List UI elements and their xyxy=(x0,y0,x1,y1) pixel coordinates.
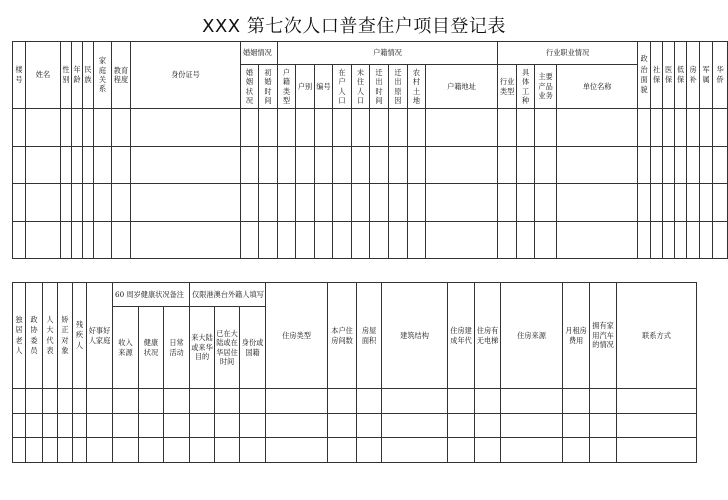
upper-entry-cell[interactable] xyxy=(278,221,296,259)
lower-entry-cell[interactable] xyxy=(113,389,139,414)
upper-entry-cell[interactable] xyxy=(498,184,517,222)
lower-entry-cell[interactable] xyxy=(215,438,240,463)
lower-entry-cell[interactable] xyxy=(328,438,357,463)
upper-entry-cell[interactable] xyxy=(389,184,408,222)
header-housing-subsidy: 房补 xyxy=(687,42,700,109)
upper-entry-cell[interactable] xyxy=(498,109,517,147)
header-housing-source: 住房来源 xyxy=(501,283,563,389)
upper-entry-cell[interactable] xyxy=(651,221,663,259)
header-npc-member: 人大代表 xyxy=(43,283,58,389)
lower-entry-cell[interactable] xyxy=(87,389,113,414)
lower-entry-cell[interactable] xyxy=(617,413,697,438)
upper-entry-cell[interactable] xyxy=(638,221,651,259)
lower-entry-cell[interactable] xyxy=(73,389,87,414)
upper-entry-cell[interactable] xyxy=(241,109,259,147)
lower-table-body xyxy=(13,389,697,463)
header-purpose-in-mainland: 来大陆或来华目的 xyxy=(190,307,215,389)
lower-entry-cell[interactable] xyxy=(113,413,139,438)
lower-entry-cell[interactable] xyxy=(87,413,113,438)
upper-entry-cell[interactable] xyxy=(700,146,713,184)
header-industry-type: 行业类型 xyxy=(498,65,517,109)
lower-entry-cell[interactable] xyxy=(501,389,563,414)
lower-entry-cell[interactable] xyxy=(563,389,590,414)
upper-entry-cell[interactable] xyxy=(426,146,498,184)
upper-entry-cell[interactable] xyxy=(26,146,61,184)
upper-entry-cell[interactable] xyxy=(389,146,408,184)
lower-entry-cell[interactable] xyxy=(448,438,475,463)
header-housing-area: 房屋面积 xyxy=(357,283,382,389)
upper-entry-cell[interactable] xyxy=(352,109,370,147)
upper-entry-cell[interactable] xyxy=(426,109,498,147)
upper-entry-cell[interactable] xyxy=(131,184,241,222)
lower-entry-cell[interactable] xyxy=(590,389,617,414)
table-row xyxy=(13,221,728,259)
upper-entry-cell[interactable] xyxy=(663,109,675,147)
upper-entry-cell[interactable] xyxy=(426,221,498,259)
lower-entry-cell[interactable] xyxy=(164,413,190,438)
lower-entry-cell[interactable] xyxy=(563,438,590,463)
lower-entry-cell[interactable] xyxy=(590,413,617,438)
lower-entry-cell[interactable] xyxy=(190,389,215,414)
header-move-in-time: 迁出时间 xyxy=(370,65,389,109)
header-household-rooms: 本户住房间数 xyxy=(328,283,357,389)
registration-table-lower xyxy=(12,282,697,463)
upper-entry-cell[interactable] xyxy=(296,221,315,259)
lower-entry-cell[interactable] xyxy=(43,413,58,438)
upper-entry-cell[interactable] xyxy=(13,146,26,184)
upper-entry-cell[interactable] xyxy=(687,221,700,259)
header-first-marriage-time: 初婚时间 xyxy=(259,65,278,109)
upper-entry-cell[interactable] xyxy=(370,221,389,259)
table-row xyxy=(13,389,697,414)
header-ethnicity: 民族 xyxy=(83,42,94,109)
upper-entry-cell[interactable] xyxy=(426,184,498,222)
upper-entry-cell[interactable] xyxy=(557,146,638,184)
upper-entry-cell[interactable] xyxy=(61,221,72,259)
upper-entry-cell[interactable] xyxy=(535,221,557,259)
upper-entry-cell[interactable] xyxy=(94,109,112,147)
lower-entry-cell[interactable] xyxy=(190,413,215,438)
lower-entry-cell[interactable] xyxy=(328,389,357,414)
upper-entry-cell[interactable] xyxy=(517,184,535,222)
upper-entry-cell[interactable] xyxy=(315,109,333,147)
lower-entry-cell[interactable] xyxy=(382,413,448,438)
header-hukou-group: 户籍情况 xyxy=(278,42,498,65)
upper-entry-cell[interactable] xyxy=(26,221,61,259)
upper-entry-cell[interactable] xyxy=(112,109,131,147)
header-monthly-rent: 月租房费用 xyxy=(563,283,590,389)
upper-entry-cell[interactable] xyxy=(638,184,651,222)
upper-entry-cell[interactable] xyxy=(663,146,675,184)
table-row xyxy=(13,438,697,463)
lower-entry-cell[interactable] xyxy=(266,438,328,463)
lower-entry-cell[interactable] xyxy=(501,413,563,438)
upper-entry-cell[interactable] xyxy=(651,146,663,184)
upper-entry-cell[interactable] xyxy=(663,221,675,259)
lower-entry-cell[interactable] xyxy=(164,389,190,414)
lower-entry-cell[interactable] xyxy=(240,413,266,438)
upper-entry-cell[interactable] xyxy=(61,109,72,147)
upper-entry-cell[interactable] xyxy=(557,221,638,259)
upper-entry-cell[interactable] xyxy=(94,221,112,259)
header-serial-no: 编号 xyxy=(315,65,333,109)
lower-entry-cell[interactable] xyxy=(448,389,475,414)
header-move-out-reason: 迁出原因 xyxy=(389,65,408,109)
header-cppcc-member: 政协委员 xyxy=(26,283,43,389)
lower-entry-cell[interactable] xyxy=(266,389,328,414)
upper-entry-cell[interactable] xyxy=(241,184,259,222)
upper-entry-cell[interactable] xyxy=(26,184,61,222)
lower-entry-cell[interactable] xyxy=(563,413,590,438)
upper-entry-cell[interactable] xyxy=(389,109,408,147)
header-name: 姓名 xyxy=(26,42,61,109)
upper-entry-cell[interactable] xyxy=(94,146,112,184)
upper-entry-cell[interactable] xyxy=(408,184,426,222)
upper-entry-cell[interactable] xyxy=(370,109,389,147)
lower-entry-cell[interactable] xyxy=(139,413,164,438)
lower-entry-cell[interactable] xyxy=(501,438,563,463)
upper-entry-cell[interactable] xyxy=(651,109,663,147)
upper-entry-cell[interactable] xyxy=(315,184,333,222)
lower-entry-cell[interactable] xyxy=(58,413,73,438)
header-marriage-group: 婚姻情况 xyxy=(241,42,278,65)
upper-entry-cell[interactable] xyxy=(498,146,517,184)
upper-entry-cell[interactable] xyxy=(687,109,700,147)
lower-entry-cell[interactable] xyxy=(73,413,87,438)
header-income-source: 收入来源 xyxy=(113,307,139,389)
header-occupation-group: 行业职业情况 xyxy=(498,42,638,65)
lower-entry-cell[interactable] xyxy=(58,389,73,414)
upper-entry-cell[interactable] xyxy=(408,221,426,259)
header-has-elevator: 住房有无电梯 xyxy=(475,283,501,389)
upper-entry-cell[interactable] xyxy=(675,109,687,147)
header-time-in-mainland: 已在大陆或在华居住时间 xyxy=(215,307,240,389)
lower-entry-cell[interactable] xyxy=(26,389,43,414)
upper-entry-cell[interactable] xyxy=(13,221,26,259)
header-housing-type: 住房类型 xyxy=(266,283,328,389)
header-good-samaritan-family: 好事好人家庭 xyxy=(87,283,113,389)
table-row xyxy=(13,109,728,147)
header-building-year: 住房建成年代 xyxy=(448,283,475,389)
header-medical-insurance: 医保 xyxy=(663,42,675,109)
upper-entry-cell[interactable] xyxy=(26,109,61,147)
header-age: 年龄 xyxy=(72,42,83,109)
lower-entry-cell[interactable] xyxy=(215,389,240,414)
header-building-structure: 建筑结构 xyxy=(382,283,448,389)
upper-entry-cell[interactable] xyxy=(61,146,72,184)
lower-entry-cell[interactable] xyxy=(240,438,266,463)
upper-entry-cell[interactable] xyxy=(112,221,131,259)
header-hukou-type: 户籍类型 xyxy=(278,65,296,109)
lower-entry-cell[interactable] xyxy=(617,389,697,414)
upper-entry-cell[interactable] xyxy=(278,109,296,147)
header-hukou-category: 户别 xyxy=(296,65,315,109)
lower-entry-cell[interactable] xyxy=(43,438,58,463)
header-family-relation: 家庭关系 xyxy=(94,42,112,109)
header-id-or-nationality: 身份或国籍 xyxy=(240,307,266,389)
lower-entry-cell[interactable] xyxy=(357,413,382,438)
upper-entry-cell[interactable] xyxy=(370,184,389,222)
table-row xyxy=(13,184,728,222)
upper-entry-cell[interactable] xyxy=(333,221,352,259)
lower-entry-cell[interactable] xyxy=(475,389,501,414)
upper-entry-cell[interactable] xyxy=(713,184,728,222)
upper-entry-cell[interactable] xyxy=(713,109,728,147)
upper-entry-cell[interactable] xyxy=(713,221,728,259)
upper-entry-cell[interactable] xyxy=(700,109,713,147)
upper-entry-cell[interactable] xyxy=(517,146,535,184)
lower-entry-cell[interactable] xyxy=(382,438,448,463)
upper-table-body xyxy=(13,109,728,259)
upper-entry-cell[interactable] xyxy=(94,184,112,222)
upper-entry-cell[interactable] xyxy=(517,109,535,147)
lower-entry-cell[interactable] xyxy=(139,389,164,414)
upper-entry-cell[interactable] xyxy=(557,109,638,147)
lower-entry-cell[interactable] xyxy=(590,438,617,463)
lower-entry-cell[interactable] xyxy=(382,389,448,414)
lower-entry-cell[interactable] xyxy=(73,438,87,463)
upper-entry-cell[interactable] xyxy=(352,184,370,222)
header-job-type: 具体工种 xyxy=(517,65,535,109)
upper-entry-cell[interactable] xyxy=(535,109,557,147)
upper-entry-cell[interactable] xyxy=(535,184,557,222)
upper-entry-cell[interactable] xyxy=(259,221,278,259)
upper-entry-cell[interactable] xyxy=(675,221,687,259)
lower-entry-cell[interactable] xyxy=(215,413,240,438)
upper-entry-cell[interactable] xyxy=(517,221,535,259)
lower-entry-cell[interactable] xyxy=(475,413,501,438)
header-not-living: 未住人口 xyxy=(352,65,370,109)
lower-entry-cell[interactable] xyxy=(113,438,139,463)
upper-entry-cell[interactable] xyxy=(72,184,83,222)
upper-entry-cell[interactable] xyxy=(651,184,663,222)
header-contact: 联系方式 xyxy=(617,283,697,389)
lower-entry-cell[interactable] xyxy=(43,389,58,414)
upper-entry-cell[interactable] xyxy=(675,184,687,222)
header-main-business: 主要产品业务 xyxy=(535,65,557,109)
upper-entry-cell[interactable] xyxy=(259,109,278,147)
header-hukou-address: 户籍地址 xyxy=(426,65,498,109)
upper-entry-cell[interactable] xyxy=(352,146,370,184)
upper-entry-cell[interactable] xyxy=(315,146,333,184)
header-health-status: 健康状况 xyxy=(139,307,164,389)
upper-entry-cell[interactable] xyxy=(131,146,241,184)
upper-entry-cell[interactable] xyxy=(259,146,278,184)
upper-entry-cell[interactable] xyxy=(333,109,352,147)
header-military: 军属 xyxy=(700,42,713,109)
upper-entry-cell[interactable] xyxy=(72,221,83,259)
upper-entry-cell[interactable] xyxy=(241,221,259,259)
upper-entry-cell[interactable] xyxy=(352,221,370,259)
upper-entry-cell[interactable] xyxy=(333,146,352,184)
header-id-number: 身份证号 xyxy=(131,42,241,109)
upper-entry-cell[interactable] xyxy=(83,109,94,147)
header-disabled: 残疾人 xyxy=(73,283,87,389)
upper-entry-cell[interactable] xyxy=(13,184,26,222)
upper-entry-cell[interactable] xyxy=(83,221,94,259)
upper-entry-cell[interactable] xyxy=(259,184,278,222)
upper-entry-cell[interactable] xyxy=(315,221,333,259)
lower-entry-cell[interactable] xyxy=(266,413,328,438)
header-political-status: 政治面貌 xyxy=(638,42,651,109)
lower-entry-cell[interactable] xyxy=(58,438,73,463)
lower-entry-cell[interactable] xyxy=(328,413,357,438)
lower-entry-cell[interactable] xyxy=(26,438,43,463)
lower-entry-cell[interactable] xyxy=(164,438,190,463)
upper-entry-cell[interactable] xyxy=(638,109,651,147)
upper-entry-cell[interactable] xyxy=(112,146,131,184)
upper-entry-cell[interactable] xyxy=(112,184,131,222)
upper-entry-cell[interactable] xyxy=(278,184,296,222)
header-marital-status: 婚姻状况 xyxy=(241,65,259,109)
header-education: 教育程度 xyxy=(112,42,131,109)
header-employer: 单位名称 xyxy=(557,65,638,109)
lower-entry-cell[interactable] xyxy=(357,389,382,414)
header-low-income: 低保 xyxy=(675,42,687,109)
lower-entry-cell[interactable] xyxy=(617,438,697,463)
upper-entry-cell[interactable] xyxy=(333,184,352,222)
lower-entry-cell[interactable] xyxy=(240,389,266,414)
registration-table-upper xyxy=(12,41,728,259)
header-owns-car: 拥有家用汽车的情况 xyxy=(590,283,617,389)
header-gender: 性别 xyxy=(61,42,72,109)
lower-entry-cell[interactable] xyxy=(13,413,26,438)
upper-entry-cell[interactable] xyxy=(296,146,315,184)
upper-entry-cell[interactable] xyxy=(408,146,426,184)
upper-entry-cell[interactable] xyxy=(61,184,72,222)
upper-entry-cell[interactable] xyxy=(700,184,713,222)
header-rural-land: 农村土地 xyxy=(408,65,426,109)
lower-entry-cell[interactable] xyxy=(357,438,382,463)
upper-entry-cell[interactable] xyxy=(296,109,315,147)
upper-entry-cell[interactable] xyxy=(296,184,315,222)
header-in-household: 在户人口 xyxy=(333,65,352,109)
upper-entry-cell[interactable] xyxy=(13,109,26,147)
upper-entry-cell[interactable] xyxy=(131,109,241,147)
upper-entry-cell[interactable] xyxy=(72,109,83,147)
upper-entry-cell[interactable] xyxy=(83,146,94,184)
upper-entry-cell[interactable] xyxy=(389,221,408,259)
form-title: XXX 第七次人口普查住户项目登记表 xyxy=(202,16,506,37)
upper-entry-cell[interactable] xyxy=(278,146,296,184)
header-foreign-group: 仅限港澳台外籍人填写 xyxy=(190,283,266,307)
upper-entry-cell[interactable] xyxy=(687,146,700,184)
upper-entry-cell[interactable] xyxy=(241,146,259,184)
lower-entry-cell[interactable] xyxy=(475,438,501,463)
upper-entry-cell[interactable] xyxy=(83,184,94,222)
upper-entry-cell[interactable] xyxy=(498,221,517,259)
header-daily-activity: 日常活动 xyxy=(164,307,190,389)
lower-entry-cell[interactable] xyxy=(13,438,26,463)
upper-entry-cell[interactable] xyxy=(675,146,687,184)
header-floor-no: 楼号 xyxy=(13,42,26,109)
lower-entry-cell[interactable] xyxy=(13,389,26,414)
upper-entry-cell[interactable] xyxy=(700,221,713,259)
lower-entry-cell[interactable] xyxy=(139,438,164,463)
upper-entry-cell[interactable] xyxy=(72,146,83,184)
upper-entry-cell[interactable] xyxy=(557,184,638,222)
upper-entry-cell[interactable] xyxy=(638,146,651,184)
lower-entry-cell[interactable] xyxy=(190,438,215,463)
header-social-security: 社保 xyxy=(651,42,663,109)
upper-entry-cell[interactable] xyxy=(535,146,557,184)
lower-entry-cell[interactable] xyxy=(87,438,113,463)
lower-entry-cell[interactable] xyxy=(26,413,43,438)
upper-entry-cell[interactable] xyxy=(131,221,241,259)
header-health-group: 60 周岁健康状况备注 xyxy=(113,283,190,307)
upper-entry-cell[interactable] xyxy=(713,146,728,184)
upper-entry-cell[interactable] xyxy=(663,184,675,222)
table-row xyxy=(13,413,697,438)
upper-entry-cell[interactable] xyxy=(687,184,700,222)
lower-entry-cell[interactable] xyxy=(448,413,475,438)
table-row xyxy=(13,146,728,184)
upper-entry-cell[interactable] xyxy=(370,146,389,184)
upper-entry-cell[interactable] xyxy=(408,109,426,147)
header-correction-target: 矫正对象 xyxy=(58,283,73,389)
header-elderly-alone: 独居老人 xyxy=(13,283,26,389)
header-overseas-chinese: 华侨 xyxy=(713,42,728,109)
